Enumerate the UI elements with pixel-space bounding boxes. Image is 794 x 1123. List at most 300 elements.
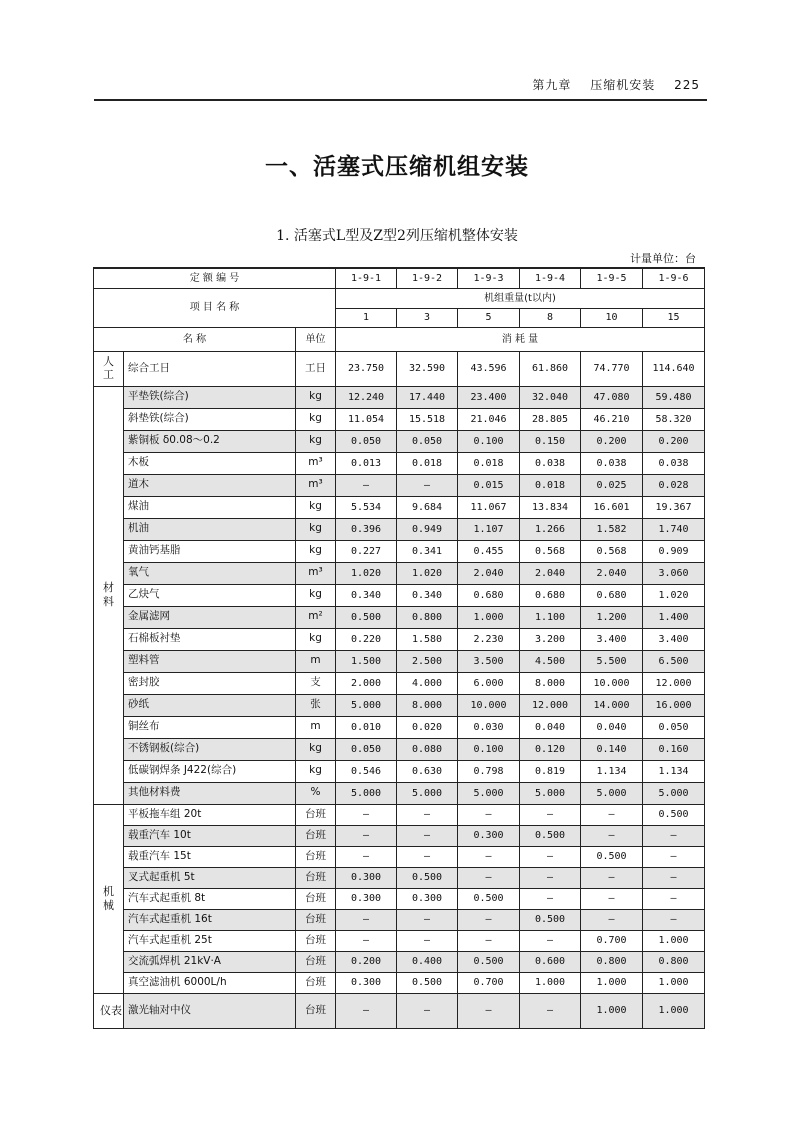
consumption-value: 0.013	[336, 452, 397, 474]
consumption-value: 0.949	[397, 518, 458, 540]
consumption-value: 0.500	[581, 846, 643, 867]
column-header-row	[94, 327, 705, 351]
consumption-value: 0.600	[520, 951, 581, 972]
page-title: 一、活塞式压缩机组安装	[265, 154, 529, 180]
resource-row	[94, 474, 705, 496]
consumption-value: 1.020	[643, 584, 705, 606]
weight-value: 8	[520, 308, 581, 327]
resource-unit: %	[296, 782, 336, 804]
consumption-value: 12.240	[336, 386, 397, 408]
page-number: 225	[674, 78, 700, 92]
consumption-value: 0.018	[397, 452, 458, 474]
resource-row	[94, 562, 705, 584]
resource-row	[94, 738, 705, 760]
consumption-value: 32.590	[397, 351, 458, 386]
resource-row	[94, 584, 705, 606]
consumption-value: 61.860	[520, 351, 581, 386]
consumption-value: 1.740	[643, 518, 705, 540]
resource-unit: 台班	[296, 993, 336, 1028]
consumption-value: 13.834	[520, 496, 581, 518]
consumption-value: 0.500	[397, 867, 458, 888]
consumption-value: 1.020	[336, 562, 397, 584]
resource-unit: 台班	[296, 825, 336, 846]
consumption-value: —	[581, 888, 643, 909]
resource-unit: kg	[296, 760, 336, 782]
resource-unit: kg	[296, 408, 336, 430]
consumption-value: —	[458, 804, 520, 825]
resource-name: 汽车式起重机 8t	[124, 888, 296, 909]
consumption-value: 0.220	[336, 628, 397, 650]
resource-name: 煤油	[124, 496, 296, 518]
resource-name: 载重汽车 15t	[124, 846, 296, 867]
consumption-value: 0.300	[336, 867, 397, 888]
resource-name: 其他材料费	[124, 782, 296, 804]
resource-name: 乙炔气	[124, 584, 296, 606]
resource-name: 金属滤网	[124, 606, 296, 628]
consumption-value: —	[397, 825, 458, 846]
resource-unit: 台班	[296, 888, 336, 909]
consumption-value: 0.227	[336, 540, 397, 562]
consumption-value: 12.000	[520, 694, 581, 716]
resource-row	[94, 606, 705, 628]
resource-name: 低碳钢焊条 J422(综合)	[124, 760, 296, 782]
consumption-value: 1.134	[581, 760, 643, 782]
consumption-column-header: 消 耗 量	[336, 327, 705, 351]
resource-unit: 台班	[296, 972, 336, 993]
consumption-value: 32.040	[520, 386, 581, 408]
measurement-unit-note: 计量单位：台	[630, 252, 696, 265]
resource-row	[94, 804, 705, 825]
resource-name: 道木	[124, 474, 296, 496]
resource-unit: kg	[296, 518, 336, 540]
name-column-header: 名 称	[94, 327, 296, 351]
consumption-value: 0.100	[458, 430, 520, 452]
consumption-value: 114.640	[643, 351, 705, 386]
consumption-value: 2.040	[458, 562, 520, 584]
consumption-value: 5.000	[581, 782, 643, 804]
consumption-value: 5.534	[336, 496, 397, 518]
resource-row	[94, 518, 705, 540]
consumption-value: —	[520, 804, 581, 825]
consumption-value: 3.400	[581, 628, 643, 650]
consumption-value: 0.200	[643, 430, 705, 452]
consumption-value: 0.140	[581, 738, 643, 760]
resource-unit: 台班	[296, 909, 336, 930]
quota-code: 1-9-6	[643, 268, 705, 288]
consumption-value: 0.700	[458, 972, 520, 993]
consumption-value: 0.500	[458, 888, 520, 909]
consumption-value: 14.000	[581, 694, 643, 716]
resource-unit: 台班	[296, 804, 336, 825]
consumption-value: 0.680	[581, 584, 643, 606]
consumption-value: 0.300	[397, 888, 458, 909]
resource-row	[94, 650, 705, 672]
consumption-value: 58.320	[643, 408, 705, 430]
consumption-value: 0.200	[581, 430, 643, 452]
consumption-value: 11.054	[336, 408, 397, 430]
consumption-value: —	[336, 846, 397, 867]
consumption-value: —	[643, 888, 705, 909]
resource-row	[94, 496, 705, 518]
consumption-value: 6.000	[458, 672, 520, 694]
unit-column-header: 单位	[296, 327, 336, 351]
consumption-value: —	[643, 909, 705, 930]
consumption-value: 0.340	[397, 584, 458, 606]
consumption-value: 0.015	[458, 474, 520, 496]
resource-unit: m	[296, 716, 336, 738]
consumption-value: 1.100	[520, 606, 581, 628]
resource-name: 载重汽车 10t	[124, 825, 296, 846]
consumption-value: 0.909	[643, 540, 705, 562]
consumption-value: —	[336, 909, 397, 930]
consumption-value: 10.000	[581, 672, 643, 694]
consumption-value: 0.500	[458, 951, 520, 972]
quota-table	[93, 267, 705, 1029]
consumption-value: 0.050	[397, 430, 458, 452]
header-rule	[94, 99, 707, 101]
consumption-value: 4.000	[397, 672, 458, 694]
consumption-value: 0.150	[520, 430, 581, 452]
consumption-value: 0.025	[581, 474, 643, 496]
consumption-value: 0.800	[643, 951, 705, 972]
resource-unit: 台班	[296, 867, 336, 888]
resource-name: 机油	[124, 518, 296, 540]
resource-unit: kg	[296, 738, 336, 760]
resource-unit: m	[296, 650, 336, 672]
consumption-value: 1.266	[520, 518, 581, 540]
weight-value: 15	[643, 308, 705, 327]
consumption-value: 0.500	[397, 972, 458, 993]
consumption-value: 3.400	[643, 628, 705, 650]
consumption-value: 5.000	[336, 694, 397, 716]
consumption-value: —	[520, 867, 581, 888]
consumption-value: 1.200	[581, 606, 643, 628]
consumption-value: 5.500	[581, 650, 643, 672]
resource-unit: kg	[296, 628, 336, 650]
consumption-value: 46.210	[581, 408, 643, 430]
consumption-value: 0.680	[520, 584, 581, 606]
consumption-value: 0.630	[397, 760, 458, 782]
quota-code-row	[94, 268, 705, 288]
resource-name: 砂纸	[124, 694, 296, 716]
consumption-value: 2.500	[397, 650, 458, 672]
consumption-value: 0.455	[458, 540, 520, 562]
consumption-value: 0.680	[458, 584, 520, 606]
consumption-value: —	[581, 804, 643, 825]
consumption-value: 59.480	[643, 386, 705, 408]
consumption-value: —	[643, 825, 705, 846]
resource-unit: kg	[296, 496, 336, 518]
consumption-value: 2.040	[520, 562, 581, 584]
machinery-group-label: 机 械	[94, 804, 124, 993]
item-name-label: 项 目 名 称	[94, 288, 336, 327]
resource-unit: kg	[296, 386, 336, 408]
consumption-value: —	[581, 825, 643, 846]
resource-unit: m²	[296, 606, 336, 628]
consumption-value: 0.819	[520, 760, 581, 782]
consumption-value: —	[520, 888, 581, 909]
consumption-value: 0.010	[336, 716, 397, 738]
consumption-value: 0.018	[458, 452, 520, 474]
resource-unit: 支	[296, 672, 336, 694]
resource-row	[94, 452, 705, 474]
resource-row	[94, 672, 705, 694]
consumption-value: 1.580	[397, 628, 458, 650]
consumption-value: 1.107	[458, 518, 520, 540]
consumption-value: —	[336, 825, 397, 846]
resource-name: 平垫铁(综合)	[124, 386, 296, 408]
consumption-value: 3.060	[643, 562, 705, 584]
resource-row	[94, 909, 705, 930]
consumption-value: 0.080	[397, 738, 458, 760]
resource-name: 木板	[124, 452, 296, 474]
resource-row	[94, 846, 705, 867]
item-group-row	[94, 288, 705, 308]
consumption-value: 23.400	[458, 386, 520, 408]
weight-value: 10	[581, 308, 643, 327]
section-subtitle: 1. 活塞式L型及Z型2列压缩机整体安装	[276, 228, 518, 244]
materials-group-label: 材 料	[94, 386, 124, 804]
resource-name: 叉式起重机 5t	[124, 867, 296, 888]
section-label: 压缩机安装	[590, 78, 656, 92]
consumption-value: 43.596	[458, 351, 520, 386]
resource-name: 石棉板衬垫	[124, 628, 296, 650]
consumption-value: 1.134	[643, 760, 705, 782]
consumption-value: 0.040	[520, 716, 581, 738]
consumption-value: —	[397, 846, 458, 867]
resource-row	[94, 540, 705, 562]
consumption-value: —	[397, 909, 458, 930]
weight-value: 1	[336, 308, 397, 327]
consumption-value: 23.750	[336, 351, 397, 386]
consumption-value: 1.000	[458, 606, 520, 628]
consumption-value: 1.000	[581, 993, 643, 1028]
consumption-value: 74.770	[581, 351, 643, 386]
consumption-value: 0.340	[336, 584, 397, 606]
resource-unit: m³	[296, 562, 336, 584]
quota-code: 1-9-1	[336, 268, 397, 288]
consumption-value: 5.000	[458, 782, 520, 804]
consumption-value: 0.030	[458, 716, 520, 738]
resource-name: 塑料管	[124, 650, 296, 672]
resource-row	[94, 716, 705, 738]
consumption-value: 0.500	[643, 804, 705, 825]
consumption-value: 5.000	[397, 782, 458, 804]
consumption-value: 0.500	[520, 909, 581, 930]
consumption-value: —	[458, 930, 520, 951]
consumption-value: 19.367	[643, 496, 705, 518]
running-header	[518, 76, 700, 93]
consumption-value: 0.038	[581, 452, 643, 474]
consumption-value: 0.300	[458, 825, 520, 846]
consumption-value: 17.440	[397, 386, 458, 408]
resource-row	[94, 430, 705, 452]
consumption-value: 16.000	[643, 694, 705, 716]
consumption-value: —	[458, 993, 520, 1028]
consumption-value: 0.050	[336, 430, 397, 452]
resource-row	[94, 867, 705, 888]
quota-code-label: 定 额 编 号	[94, 268, 336, 288]
consumption-value: 16.601	[581, 496, 643, 518]
consumption-value: 0.700	[581, 930, 643, 951]
labor-group-label: 人工	[94, 351, 124, 386]
consumption-value: 0.400	[397, 951, 458, 972]
weight-value: 5	[458, 308, 520, 327]
resource-name: 汽车式起重机 16t	[124, 909, 296, 930]
consumption-value: 0.500	[520, 825, 581, 846]
resource-row	[94, 930, 705, 951]
consumption-value: —	[458, 846, 520, 867]
consumption-value: 1.020	[397, 562, 458, 584]
consumption-value: 8.000	[520, 672, 581, 694]
quota-code: 1-9-5	[581, 268, 643, 288]
consumption-value: 0.500	[336, 606, 397, 628]
consumption-value: 0.018	[520, 474, 581, 496]
resource-unit: 台班	[296, 846, 336, 867]
consumption-value: —	[520, 993, 581, 1028]
resource-name: 综合工日	[124, 351, 296, 386]
consumption-value: 0.160	[643, 738, 705, 760]
consumption-value: 0.568	[520, 540, 581, 562]
consumption-value: 0.800	[581, 951, 643, 972]
consumption-value: 5.000	[643, 782, 705, 804]
consumption-value: —	[397, 804, 458, 825]
resource-row	[94, 628, 705, 650]
consumption-value: 0.038	[643, 452, 705, 474]
resource-row	[94, 782, 705, 804]
consumption-value: —	[643, 846, 705, 867]
consumption-value: 15.518	[397, 408, 458, 430]
quota-code: 1-9-3	[458, 268, 520, 288]
consumption-value: 0.028	[643, 474, 705, 496]
consumption-value: —	[397, 930, 458, 951]
consumption-value: 0.341	[397, 540, 458, 562]
consumption-value: —	[520, 846, 581, 867]
consumption-value: 0.050	[336, 738, 397, 760]
resource-unit: m³	[296, 452, 336, 474]
consumption-value: 0.040	[581, 716, 643, 738]
consumption-value: —	[458, 909, 520, 930]
consumption-value: 4.500	[520, 650, 581, 672]
consumption-value: 28.805	[520, 408, 581, 430]
consumption-value: 1.500	[336, 650, 397, 672]
resource-unit: kg	[296, 584, 336, 606]
consumption-value: —	[581, 909, 643, 930]
consumption-value: 0.396	[336, 518, 397, 540]
consumption-value: —	[336, 804, 397, 825]
consumption-value: 1.582	[581, 518, 643, 540]
resource-name: 氧气	[124, 562, 296, 584]
resource-unit: 台班	[296, 930, 336, 951]
resource-unit: m³	[296, 474, 336, 496]
consumption-value: 1.000	[581, 972, 643, 993]
resource-row	[94, 760, 705, 782]
consumption-value: 6.500	[643, 650, 705, 672]
resource-row	[94, 993, 705, 1028]
consumption-value: 0.800	[397, 606, 458, 628]
resource-name: 交流弧焊机 21kV·A	[124, 951, 296, 972]
resource-row	[94, 351, 705, 386]
resource-row	[94, 951, 705, 972]
resource-name: 真空滤油机 6000L/h	[124, 972, 296, 993]
consumption-value: 47.080	[581, 386, 643, 408]
resource-name: 铜丝布	[124, 716, 296, 738]
consumption-value: 2.230	[458, 628, 520, 650]
consumption-value: 12.000	[643, 672, 705, 694]
resource-name: 紫铜板 δ0.08～0.2	[124, 430, 296, 452]
consumption-value: 0.300	[336, 972, 397, 993]
resource-row	[94, 825, 705, 846]
quota-table-body	[94, 268, 705, 1028]
consumption-value: 0.120	[520, 738, 581, 760]
consumption-value: 1.000	[643, 993, 705, 1028]
unit-weight-group-label: 机组重量(t以内)	[336, 288, 705, 308]
consumption-value: 21.046	[458, 408, 520, 430]
resource-name: 黄油钙基脂	[124, 540, 296, 562]
resource-unit: 台班	[296, 951, 336, 972]
consumption-value: 1.000	[520, 972, 581, 993]
chapter-label: 第九章	[532, 78, 572, 92]
consumption-value: 2.040	[581, 562, 643, 584]
consumption-value: 0.050	[643, 716, 705, 738]
consumption-value: 5.000	[336, 782, 397, 804]
consumption-value: —	[581, 867, 643, 888]
resource-name: 平板拖车组 20t	[124, 804, 296, 825]
consumption-value: 2.000	[336, 672, 397, 694]
resource-name: 密封胶	[124, 672, 296, 694]
resource-row	[94, 972, 705, 993]
resource-unit: kg	[296, 430, 336, 452]
consumption-value: 3.500	[458, 650, 520, 672]
resource-name: 不锈钢板(综合)	[124, 738, 296, 760]
consumption-value: —	[336, 930, 397, 951]
resource-unit: 张	[296, 694, 336, 716]
consumption-value: 1.000	[643, 972, 705, 993]
weight-value: 3	[397, 308, 458, 327]
consumption-value: —	[643, 867, 705, 888]
consumption-value: 0.020	[397, 716, 458, 738]
instrument-group-label: 仪表	[94, 993, 124, 1028]
consumption-value: 9.684	[397, 496, 458, 518]
consumption-value: 10.000	[458, 694, 520, 716]
consumption-value: —	[397, 474, 458, 496]
resource-row	[94, 386, 705, 408]
consumption-value: 0.568	[581, 540, 643, 562]
resource-name: 汽车式起重机 25t	[124, 930, 296, 951]
consumption-value: 0.038	[520, 452, 581, 474]
consumption-value: 0.200	[336, 951, 397, 972]
consumption-value: —	[397, 993, 458, 1028]
quota-code: 1-9-2	[397, 268, 458, 288]
quota-code: 1-9-4	[520, 268, 581, 288]
consumption-value: 1.400	[643, 606, 705, 628]
resource-name: 激光轴对中仪	[124, 993, 296, 1028]
resource-row	[94, 888, 705, 909]
resource-unit: kg	[296, 540, 336, 562]
resource-name: 斜垫铁(综合)	[124, 408, 296, 430]
consumption-value: 5.000	[520, 782, 581, 804]
consumption-value: 8.000	[397, 694, 458, 716]
resource-row	[94, 408, 705, 430]
consumption-value: 0.546	[336, 760, 397, 782]
consumption-value: —	[336, 993, 397, 1028]
consumption-value: 11.067	[458, 496, 520, 518]
consumption-value: —	[458, 867, 520, 888]
resource-unit: 工日	[296, 351, 336, 386]
consumption-value: 3.200	[520, 628, 581, 650]
consumption-value: 0.300	[336, 888, 397, 909]
consumption-value: —	[520, 930, 581, 951]
